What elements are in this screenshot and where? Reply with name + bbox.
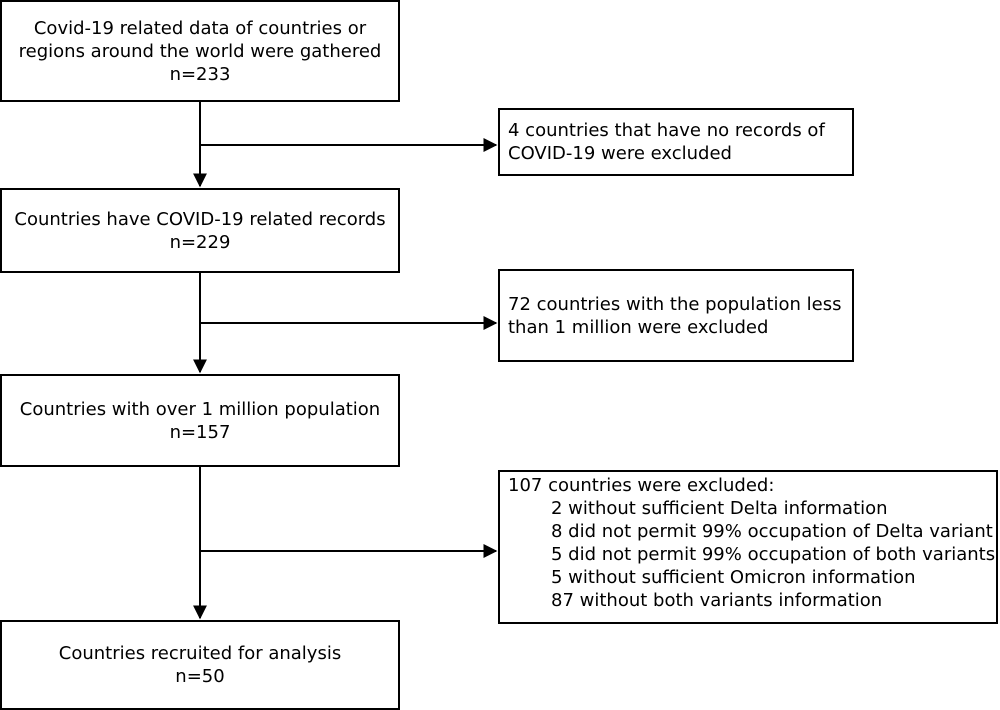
step-box-records-count: n=229 bbox=[169, 231, 231, 253]
exclusion-item-omicron-info: 5 without sufficient Omicron information bbox=[551, 567, 916, 588]
exclusion-item-both-occupation: 5 did not permit 99% occupation of both variants bbox=[551, 544, 996, 565]
step-box-records-line-1: Countries have COVID-19 related records bbox=[14, 208, 386, 230]
exclusion-box-no-records-line-1: 4 countries that have no records of bbox=[508, 120, 825, 141]
step-box-recruited-line-1: Countries recruited for analysis bbox=[58, 643, 342, 664]
step-box-population-count: n=157 bbox=[169, 421, 231, 443]
step-box-gathered-count: n=233 bbox=[169, 63, 231, 85]
exclusion-box-variants-heading: 107 countries were excluded: bbox=[508, 475, 775, 496]
exclusion-box-variants bbox=[498, 470, 998, 624]
step-box-population-line-1: Countries with over 1 million population bbox=[19, 398, 381, 420]
step-box-population bbox=[0, 374, 400, 467]
step-box-gathered bbox=[0, 0, 400, 102]
exclusion-item-delta-info: 2 without sufficient Delta information bbox=[551, 498, 888, 519]
exclusion-box-no-records bbox=[498, 108, 854, 176]
step-box-recruited bbox=[0, 620, 400, 710]
exclusion-item-both-info: 87 without both variants information bbox=[551, 590, 883, 611]
step-box-recruited-count: n=50 bbox=[175, 666, 225, 687]
exclusion-box-population-line-2: than 1 million were excluded bbox=[508, 317, 769, 338]
exclusion-item-delta-occupation: 8 did not permit 99% occupation of Delta variant bbox=[551, 521, 993, 542]
exclusion-box-population bbox=[498, 269, 854, 362]
step-box-gathered-line-2: regions around the world were gathered bbox=[18, 40, 382, 62]
step-box-gathered-line-1: Covid-19 related data of countries or bbox=[33, 17, 367, 39]
exclusion-box-population-line-1: 72 countries with the population less bbox=[508, 294, 842, 315]
exclusion-box-no-records-line-2: COVID-19 were excluded bbox=[508, 143, 732, 164]
step-box-records bbox=[0, 188, 400, 273]
